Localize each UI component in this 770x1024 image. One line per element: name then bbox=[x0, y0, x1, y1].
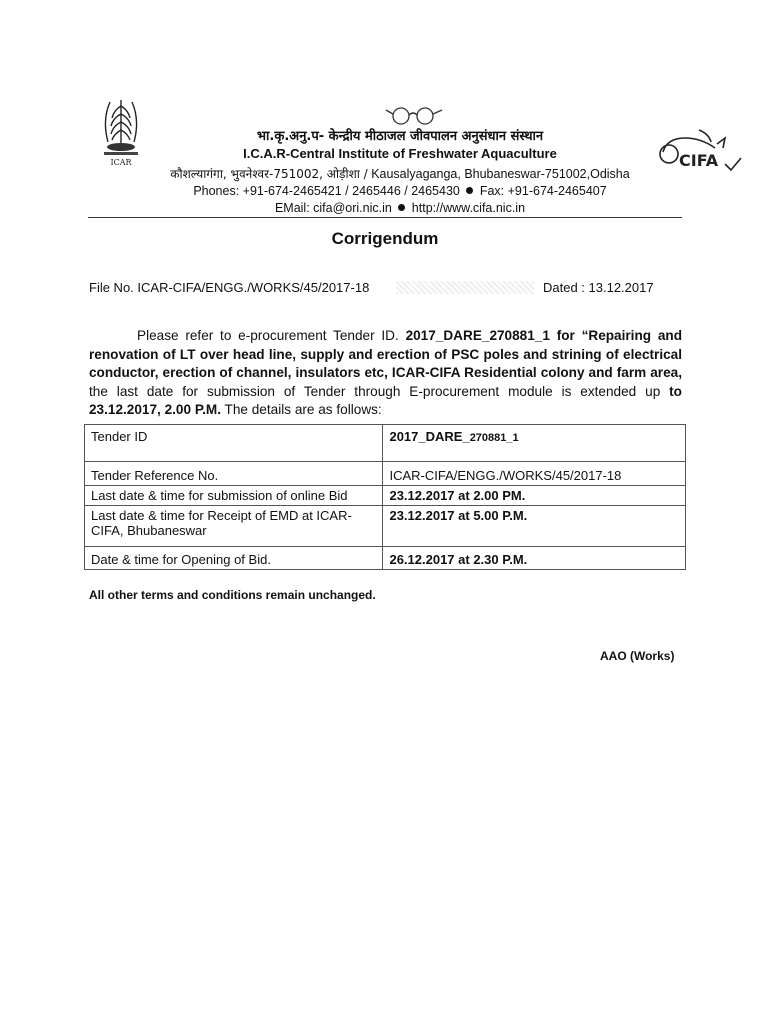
table-row bbox=[85, 486, 686, 506]
document-date: Dated : 13.12.2017 bbox=[543, 280, 654, 295]
tender-id-value: 2017_DARE_270881_1 bbox=[383, 425, 686, 462]
institute-name-hindi: भा.कृ.अनु.प- केन्द्रीय मीठाजल जीवपालन अनुसंधान संस्थान bbox=[256, 129, 544, 144]
document-title: Corrigendum bbox=[331, 229, 439, 248]
address-hindi: कौशल्यागंगा, भुवनेश्वर-751002, ओड़ीशा / bbox=[170, 167, 368, 181]
emd-label: Last date & time for Receipt of EMD at ICAR-CIFA, Bhubaneswar bbox=[85, 506, 383, 547]
institute-address bbox=[130, 165, 670, 182]
table-row bbox=[85, 462, 686, 486]
tender-id-label: Tender ID bbox=[85, 425, 383, 462]
phones-text: Phones: +91-674-2465421 / 2465446 / 2465430 bbox=[193, 184, 460, 198]
table-row bbox=[85, 425, 686, 462]
contact-phones bbox=[130, 184, 670, 198]
table-row bbox=[85, 506, 686, 547]
online-bid-label: Last date & time for submission of online Bid bbox=[85, 486, 383, 506]
institute-name-english: I.C.A.R-Central Institute of Freshwater Aquaculture bbox=[243, 146, 557, 161]
email-text: EMail: cifa@ori.nic.in bbox=[274, 201, 392, 215]
table-row bbox=[85, 547, 686, 570]
svg-text:CIFA: CIFA bbox=[679, 151, 719, 170]
faint-strip bbox=[396, 281, 534, 294]
website-link[interactable]: http://www.cifa.nic.in bbox=[411, 201, 526, 215]
body-paragraph: Please refer to e-procurement Tender ID. 2017_DARE_270881_1 for “Repairing and renovation of LT over head line, supply and erection of PSC poles and strining of electrical conductor, erection of channel, insulators etc, ICAR-CIFA Residential colony and farm area, the last date for submission of Tender through E-procurement module is extended up to 23.12.2017, 2.00 P.M. The details are as follows: bbox=[89, 328, 683, 417]
file-number: File No. ICAR-CIFA/ENGG./WORKS/45/2017-18 bbox=[89, 280, 370, 295]
address-english: Kausalyaganga, Bhubaneswar-751002,Odisha bbox=[371, 167, 630, 181]
emblem-icon bbox=[384, 104, 444, 128]
contact-email bbox=[130, 201, 670, 215]
tender-ref-value: ICAR-CIFA/ENGG./WORKS/45/2017-18 bbox=[383, 462, 686, 486]
bullet-icon bbox=[398, 204, 405, 211]
closing-note: All other terms and conditions remain unchanged. bbox=[89, 588, 376, 602]
tender-details-table bbox=[84, 424, 686, 570]
emd-value: 23.12.2017 at 5.00 P.M. bbox=[383, 506, 686, 547]
tender-ref-label: Tender Reference No. bbox=[85, 462, 383, 486]
opening-label: Date & time for Opening of Bid. bbox=[85, 547, 383, 570]
online-bid-value: 23.12.2017 at 2.00 PM. bbox=[383, 486, 686, 506]
fax-text: Fax: +91-674-2465407 bbox=[479, 184, 607, 198]
opening-value: 26.12.2017 at 2.30 P.M. bbox=[383, 547, 686, 570]
bullet-icon bbox=[466, 187, 473, 194]
header-divider bbox=[88, 217, 682, 218]
svg-text:ICAR: ICAR bbox=[110, 158, 132, 167]
signatory: AAO (Works) bbox=[600, 649, 675, 663]
